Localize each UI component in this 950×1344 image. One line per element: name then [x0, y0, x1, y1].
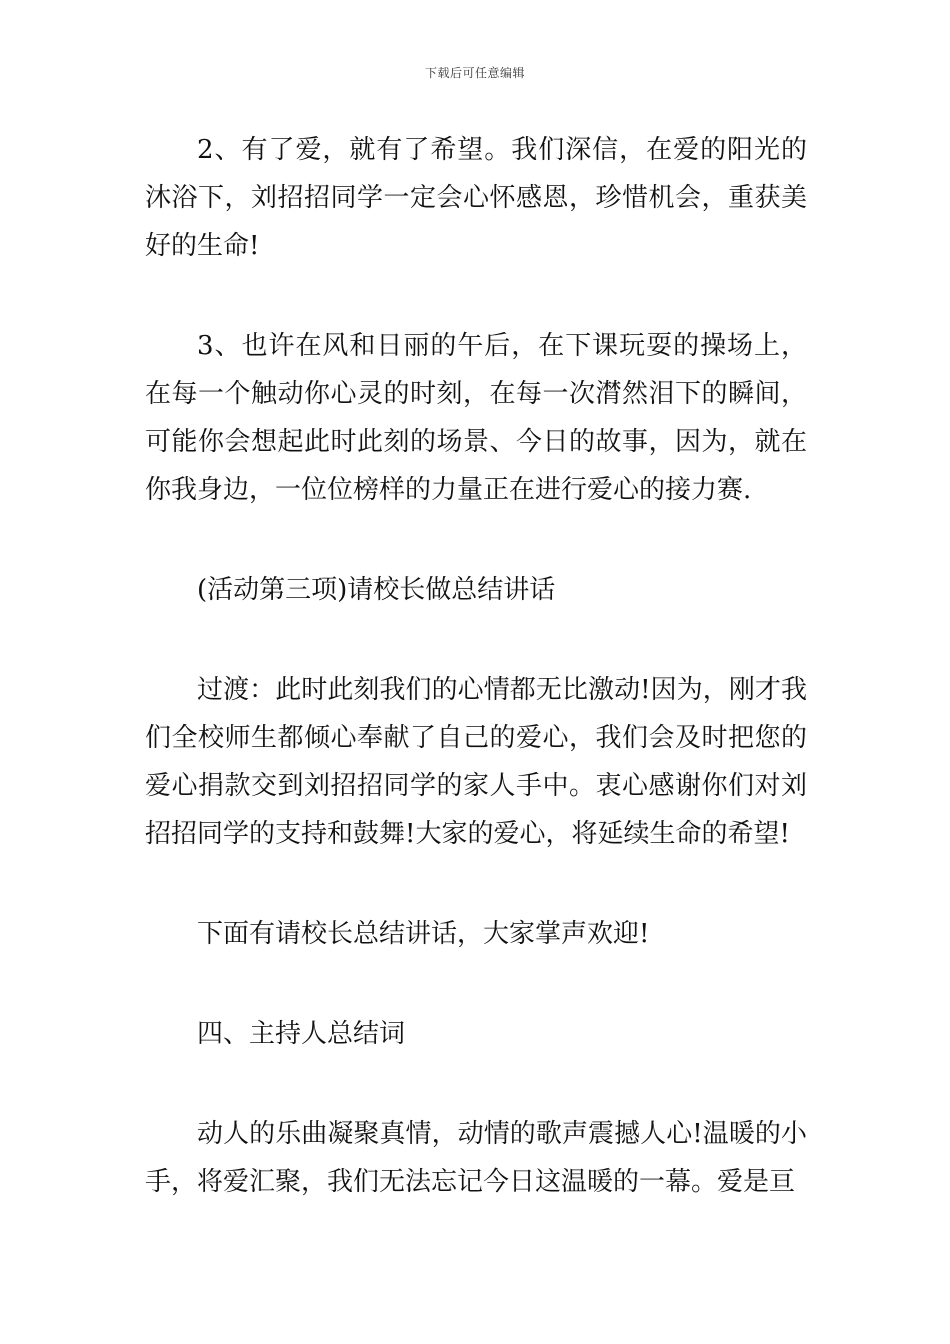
document-body — [145, 126, 807, 1206]
paragraph-relay: 3、也许在风和日丽的午后，在下课玩耍的操场上，在每一个触动你心灵的时刻，在每一次潸然泪下的瞬间，可能你会想起此时此刻的场景、今日的故事，因为，就在你我身边，一位位榜样的力量正在进行爱心的接力赛. — [145, 331, 807, 505]
section-heading-host-summary: 四、主持人总结词 — [197, 1019, 406, 1049]
paragraph-transition: 过渡：此时此刻我们的心情都无比激动!因为，刚才我们全校师生都倾心奉献了自己的爱心，我们会及时把您的爱心捐款交到刘招招同学的家人手中。衷心感谢你们对刘招招同学的支持和鼓舞!大家的爱心，将延续生命的希望! — [145, 675, 807, 849]
page-header: 下载后可任意编辑 — [424, 66, 525, 80]
paragraph-invite-principal: 下面有请校长总结讲话，大家掌声欢迎! — [197, 919, 650, 949]
paragraph-activity-three: (活动第三项)请校长做总结讲话 — [197, 575, 556, 605]
paragraph-closing: 动人的乐曲凝聚真情，动情的歌声震撼人心!温暖的小手，将爱汇聚，我们无法忘记今日这温暖的一幕。爱是亘 — [145, 1119, 807, 1197]
paragraph-hope: 2、有了爱，就有了希望。我们深信，在爱的阳光的沐浴下，刘招招同学一定会心怀感恩，珍惜机会，重获美好的生命! — [145, 135, 807, 261]
